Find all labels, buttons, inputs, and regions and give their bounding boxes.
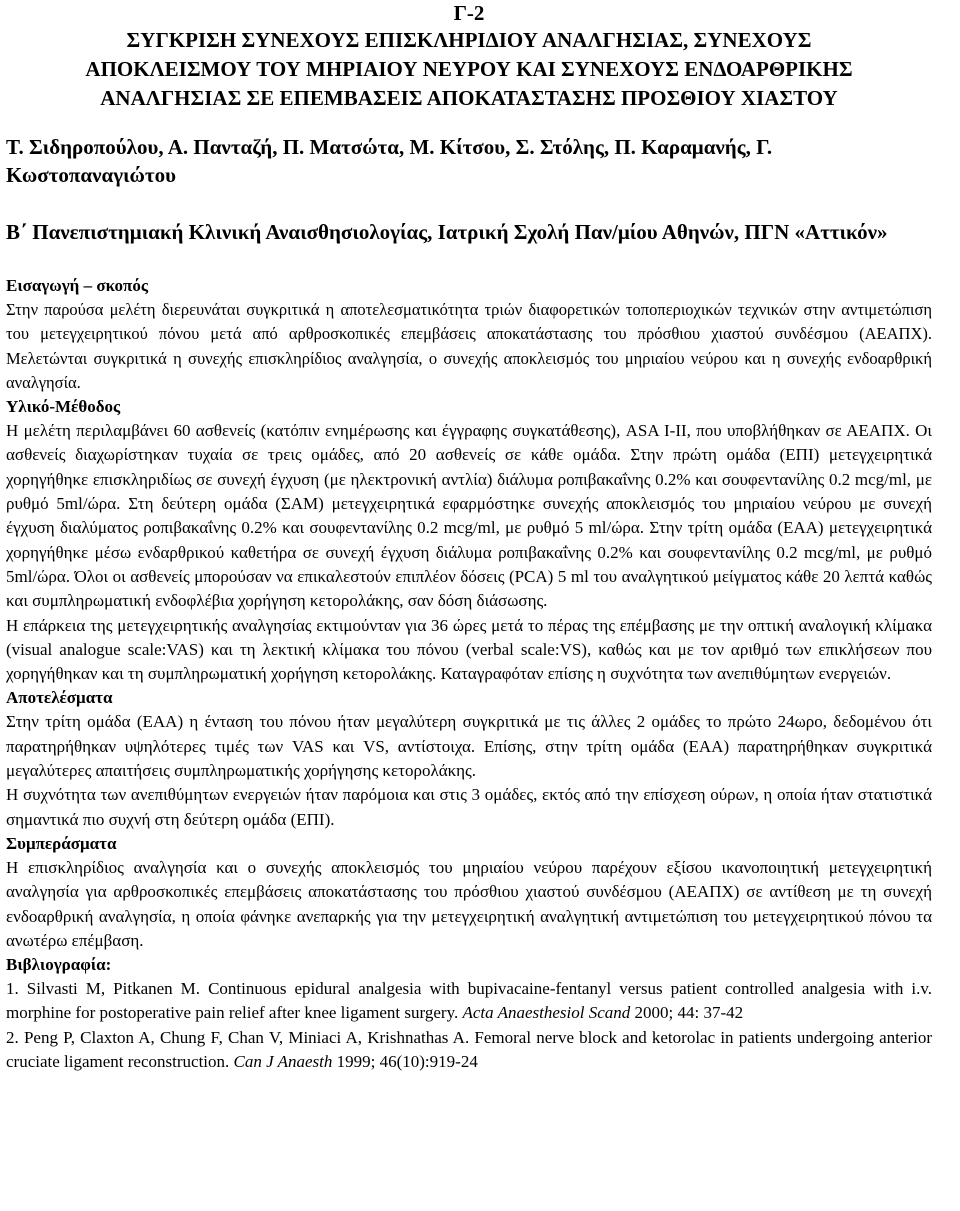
references-section (6, 953, 932, 1074)
conclusions-text: Η επισκληρίδιος αναλγησία και ο συνεχής αποκλεισμός του μηριαίου νεύρου παρέχουν εξίσου ικανοποιητική μετεγχειρητική αναλγησία για αρθροσκοπικές επεμβάσεις αποκατάστασης του πρόσθιου χιαστού συνδέσμου (ΑΕΑΠΧ) σε αντίθεση με τη συνεχή ενδοαρθρική αναλγησία, η οποία φάνηκε ανεπαρκής για την μετεγχειρητική αναλγητική αντιμετώπιση του μετεγχειρητικού πόνου τα ανωτέρω επέμβαση. (6, 857, 932, 950)
results-text: Στην τρίτη ομάδα (ΕΑΑ) η ένταση του πόνου ήταν μεγαλύτερη συγκριτικά με τις άλλες 2 ομάδες το πρώτο 24ωρο, δεδομένου ότι παρατηρήθηκαν υψηλότερες τιμές των VAS και VS, αντίστοιχα. Επίσης, στην τρίτη ομάδα (ΕΑΑ) παρατηρήθηκαν συγκριτικά μεγαλύτερες απαιτήσεις συμπληρωματικής χορήγησης κετορολάκης. (6, 712, 932, 781)
section-heading-references: Βιβλιογραφία: (6, 955, 112, 975)
affiliation: Β΄ Πανεπιστημιακή Κλινική Αναισθησιολογίας, Ιατρική Σχολή Παν/μίου Αθηνών, ΠΓΝ «Αττικόν» (6, 220, 888, 244)
reference-text: 1. Silvasti M, Pitkanen M. Continuous epidural analgesia with bupivacaine-fentanyl versus patient controlled analgesia with i.v. morphine for postoperative pain relief after knee ligament surgery. (6, 979, 932, 1023)
author-list: Τ. Σιδηροπούλου, Α. Πανταζή, Π. Ματσώτα, Μ. Κίτσου, Σ. Στόλης, Π. Καραμανής, Γ. Κωστοπαναγιώτου (6, 135, 773, 187)
methods-section (6, 395, 932, 686)
reference-item (6, 977, 932, 1026)
conclusions-section (6, 832, 932, 953)
methods-text-2: Η επάρκεια της μετεγχειρητικής αναλγησίας εκτιμούνταν για 36 ώρες μετά το πέρας της επέμβασης με την οπτική αναλογική κλίμακα (visual analogue scale:VAS) και τη λεκτική κλίμακα του πόνου (verbal scale:VS), καθώς και με τον αριθμό των επικλήσεων που χορηγήθηκαν και τη συμπληρωματική χορήγηση κετορολάκης. Καταγραφόταν επίσης η συχνότητα των ανεπιθύμητων ενεργειών. (6, 615, 932, 684)
intro-section (6, 274, 932, 395)
title-line: ΣΥΓΚΡΙΣΗ ΣΥΝΕΧΟΥΣ ΕΠΙΣΚΛΗΡΙΔΙΟΥ ΑΝΑΛΓΗΣΙΑΣ, ΣΥΝΕΧΟΥΣ (126, 28, 812, 52)
reference-citation: 2000; 44: 37-42 (630, 1003, 744, 1023)
title-line: ΑΠΟΚΛΕΙΣΜΟΥ ΤΟΥ ΜΗΡΙΑΙΟΥ ΝΕΥΡΟΥ ΚΑΙ ΣΥΝΕΧΟΥΣ ΕΝΔΟΑΡΘΡΙΚΗΣ (85, 57, 853, 81)
section-heading-results: Αποτελέσματα (6, 688, 113, 708)
title-line: ΑΝΑΛΓΗΣΙΑΣ ΣΕ ΕΠΕΜΒΑΣΕΙΣ ΑΠΟΚΑΤΑΣΤΑΣΗΣ ΠΡΟΣΘΙΟΥ ΧΙΑΣΤΟΥ (100, 86, 838, 110)
reference-item (6, 1026, 932, 1075)
results-text-2: Η συχνότητα των ανεπιθύμητων ενεργειών ήταν παρόμοια και στις 3 ομάδες, εκτός από την επίσχεση ούρων, η οποία ήταν στατιστικά σημαντικά πιο συχνή στη δεύτερη ομάδα (ΕΠΙ). (6, 785, 932, 829)
reference-journal: Acta Anaesthesiol Scand (462, 1003, 631, 1023)
abstract-title (6, 26, 932, 113)
section-heading-methods: Υλικό-Μέθοδος (6, 397, 121, 417)
section-heading-intro: Εισαγωγή – σκοπός (6, 276, 149, 295)
abstract-code: Γ-2 (453, 1, 485, 25)
reference-citation: 1999; 46(10):919-24 (332, 1052, 478, 1072)
reference-journal: Can J Anaesth (233, 1052, 333, 1072)
reference-text: 2. Peng P, Claxton A, Chung F, Chan V, Miniaci A, Krishnathas A. Femoral nerve block and ketorolac in patients undergoing anterior cruciate ligament reconstruction. (6, 1027, 932, 1072)
methods-text: Η μελέτη περιλαμβάνει 60 ασθενείς (κατόπιν ενημέρωσης και έγγραφης συγκατάθεσης), ASA I-II, που υποβλήθηκαν σε ΑΕΑΠΧ. Οι ασθενείς διαχωρίστηκαν τυχαία σε τρεις ομάδες, από 20 ασθενείς σε κάθε ομάδα. Στην πρώτη ομάδα (ΕΠΙ) μετεγχειρητικά χορηγήθηκε επισκληριδίως σε συνεχή έγχυση (με ηλεκτρονική αντλία) διάλυμα ροπιβακαΐνης 0.2% και σουφεντανίλης 0.2 mcg/ml, με ρυθμό 5ml/ώρα. Στη δεύτερη ομάδα (ΣΑΜ) μετεγχειρητικά εφαρμόστηκε συνεχής αποκλεισμός του μηριαίου νεύρου με συνεχή έγχυση διαλύματος ροπιβακαΐνης 0.2% και σουφεντανίλης 0.2 mcg/ml, με ρυθμό 5 ml/ώρα. Στην τρίτη ομάδα (ΕΑΑ) μετεγχειρητικά χορηγήθηκε μέσω ενδαρθρικού καθετήρα σε συνεχή έγχυση διάλυμα ροπιβακαΐνης 0.2% και σουφεντανίλης 0.2 mcg/ml, με ρυθμό 5ml/ώρα. Όλοι οι ασθενείς μπορούσαν να επικαλεστούν επιπλέον δόσεις (PCA) 5 ml του αναλγητικού μείγματος κάθε 20 λεπτά καθώς και συμπληρωματική ενδοφλέβια χορήγηση κετορολάκης, σαν δόση διάσωσης. (6, 421, 932, 611)
intro-text: Στην παρούσα μελέτη διερευνάται συγκριτικά η αποτελεσματικότητα τριών διαφορετικών τοποπεριοχικών τεχνικών στην αντιμετώπιση του μετεγχειρητικού πόνου μετά από αρθροσκοπικές επεμβάσεις αποκατάστασης του πρόσθιου χιαστού συνδέσμου (ΑΕΑΠΧ). Μελετώνται συγκριτικά η συνεχής επισκληρίδιος αναλγησία, ο συνεχής αποκλεισμός του μηριαίου νεύρου και η συνεχής ενδοαρθρική αναλγησία. (6, 300, 932, 392)
results-section (6, 686, 932, 831)
section-heading-conclusions: Συμπεράσματα (6, 833, 117, 853)
